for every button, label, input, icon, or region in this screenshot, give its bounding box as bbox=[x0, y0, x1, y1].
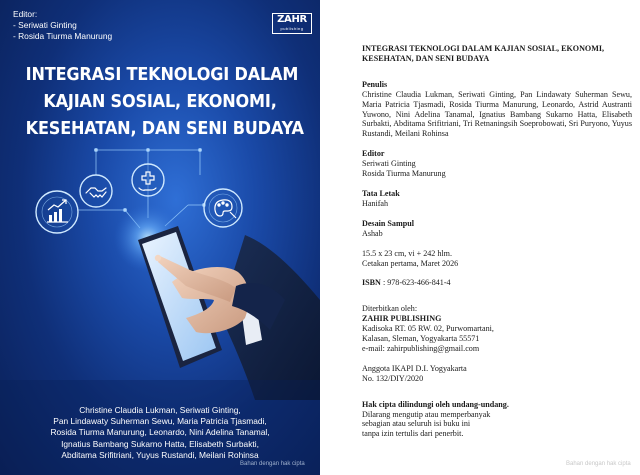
page-watermark: Bahan dengan hak cipta bbox=[566, 461, 631, 467]
editor-name: Rosida Tiurma Manurung bbox=[362, 169, 446, 179]
title-line: KAJIAN SOSIAL, EKONOMI, bbox=[43, 92, 277, 112]
title-line: INTEGRASI TEKNOLOGI DALAM bbox=[25, 65, 299, 85]
author-line: Christine Claudia Lukman, Seriwati Ginting, bbox=[79, 405, 241, 415]
editor-line: - Seriwati Ginting bbox=[13, 20, 77, 31]
cover-title bbox=[25, 62, 304, 143]
author-line: Abditama Srifitriani, Yuyus Rustandi, Meilani Rohinsa bbox=[61, 449, 259, 460]
author-line: Pan Lindawaty Suherman Sewu, Maria Patricia Tjasmadi, bbox=[53, 416, 267, 427]
cover-editors bbox=[13, 9, 112, 43]
medical-cross-icon bbox=[132, 164, 164, 196]
address-line: Kalasan, Sleman, Yogyakarta 55571 bbox=[362, 334, 480, 344]
title-line: KESEHATAN, DAN SENI BUDAYA bbox=[25, 119, 304, 139]
ikapi-number: No. 132/DIY/2020 bbox=[362, 373, 424, 383]
ikapi-line: Anggota IKAPI D.I. Yogyakarta bbox=[362, 363, 467, 373]
restriction-line: sebagian atau seluruh isi buku ini bbox=[362, 419, 471, 429]
tata-letak-label: Tata Letak bbox=[362, 188, 400, 198]
publisher-email: e-mail: zahirpublishing@gmail.com bbox=[362, 343, 480, 353]
logo-wordmark: ZAHR bbox=[277, 14, 307, 25]
editor-line: - Rosida Tiurma Manurung bbox=[13, 31, 113, 42]
handshake-icon bbox=[80, 175, 112, 207]
cover-authors bbox=[0, 405, 320, 461]
penulis-label: Penulis bbox=[362, 79, 388, 89]
tata-letak-name: Hanifah bbox=[362, 198, 389, 208]
author-line: Rosida Tiurma Manurung, Leonardo, Nini Adelina Tanamal, bbox=[50, 427, 270, 438]
isbn-line bbox=[362, 278, 632, 288]
book-title: INTEGRASI TEKNOLOGI DALAM KAJIAN SOSIAL, EKONOMI, KESEHATAN, DAN SENI BUDAYA bbox=[362, 44, 605, 63]
book-size: 15.5 x 23 cm, vi + 242 hlm. bbox=[362, 248, 452, 258]
copyright-page bbox=[362, 44, 632, 439]
publisher-name: ZAHIR PUBLISHING bbox=[362, 314, 442, 324]
copyright-notice: Hak cipta dilindungi oleh undang-undang. bbox=[362, 399, 509, 409]
editors-label: Editor: bbox=[13, 9, 38, 19]
isbn-label: ISBN bbox=[362, 278, 381, 288]
restriction-line: Dilarang mengutip atau memperbanyak bbox=[362, 409, 491, 419]
logo-subtext: publishing bbox=[280, 26, 304, 31]
address-line: Kadisoka RT. 05 RW. 02, Purwomartani, bbox=[362, 324, 494, 334]
hand-with-tablet bbox=[138, 226, 320, 400]
print-edition: Cetakan pertama, Maret 2026 bbox=[362, 258, 459, 268]
desain-sampul-label: Desain Sampul bbox=[362, 218, 414, 228]
restriction-line: tanpa izin tertulis dari penerbit. bbox=[362, 429, 464, 439]
chart-growth-icon bbox=[36, 191, 78, 233]
cover-watermark: Bahan dengan hak cipta bbox=[240, 461, 305, 467]
author-line: Ignatius Bambang Sukarno Hatta, Elisabeth Surbakti, bbox=[61, 438, 259, 449]
isbn-value: : 978-623-466-841-4 bbox=[382, 278, 451, 288]
desain-sampul-name: Ashab bbox=[362, 228, 383, 238]
editor-label: Editor bbox=[362, 149, 385, 159]
publisher-label: Diterbitkan oleh: bbox=[362, 304, 418, 314]
editor-name: Seriwati Ginting bbox=[362, 159, 416, 169]
penulis-text: Christine Claudia Lukman, Seriwati Ginting, Pan Lindawaty Suherman Sewu, Maria Patricia Tjasmadi, Rosida Tiurma Manurung, Leonardo, Astrid Austranti Yuwono, Nini Adelina Tanamal, Ignatius Bambang Sukarno Hatta, Elisabeth Surbakti, Abditama Srifitriani, Tri Retnaningsih Soeprobowati, Sri Puryono, Yuyus Rustandi, Meilani Rohinsa bbox=[362, 89, 632, 139]
palette-icon bbox=[204, 189, 242, 227]
publisher-logo bbox=[272, 13, 312, 34]
